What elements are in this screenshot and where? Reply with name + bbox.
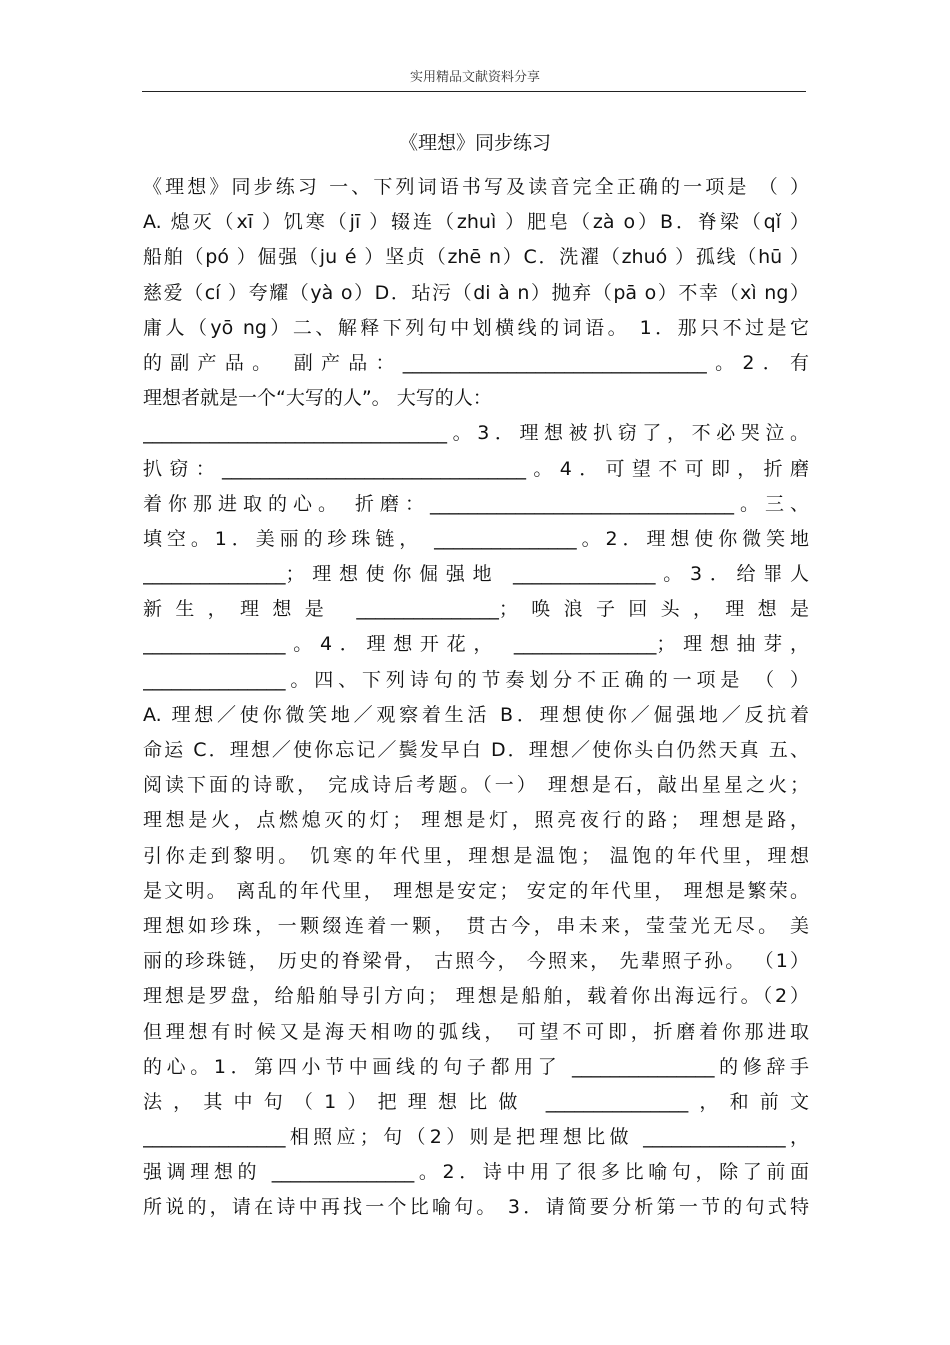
text-line: 庸人（yō ng）二、解释下列句中划横线的词语。 1．那只不过是它 (143, 316, 809, 339)
text-line: 理想是罗盘，给船舶导引方向； 理想是船舶，载着你出海远行。（2） (143, 985, 809, 1008)
text-line: _______________。4．理想开花， _______________；理想抽芽， (143, 633, 809, 656)
text-line: _______________；理想使你倔强地 _______________。3．给罪人 (143, 563, 809, 586)
text-line: 《理想》同步练习 一、下列词语书写及读音完全正确的一项是 （ ） (143, 176, 809, 198)
text-line: A. 理想／使你微笑地／观察着生活 B．理想使你／倔强地／反抗着 (143, 703, 809, 726)
text-line: 船舶（pó ）倔强（ju é ）坚贞（zhē n）C．洗濯（zhuó ）孤线（hū ） (143, 246, 809, 269)
text-line: _______________。四、下列诗句的节奏划分不正确的一项是 （ ） (143, 668, 809, 691)
text-line: 新生，理想是 _______________；唤浪子回头，理想是 (143, 598, 809, 621)
text-line: 所说的，请在诗中再找一个比喻句。 3．请简要分析第一节的句式特 (143, 1196, 809, 1219)
text-line: 强调理想的 _______________。2．诗中用了很多比喻句，除了前面 (143, 1161, 809, 1184)
text-line: 阅读下面的诗歌， 完成诗后考题。（一） 理想是石，敲出星星之火； (143, 774, 809, 797)
text-line: 扒窃：________________________________。4．可望不可即，折磨 (143, 457, 809, 480)
text-line: 的心。1．第四小节中画线的句子都用了 _______________的修辞手 (143, 1055, 809, 1078)
text-line: 理想是火，点燃熄灭的灯； 理想是灯，照亮夜行的路； 理想是路， (143, 809, 809, 832)
text-line: ________________________________。3．理想被扒窃了，不必哭泣。 (143, 422, 809, 445)
text-line: 理想如珍珠，一颗缀连着一颗， 贯古今，串未来，莹莹光无尽。 美 (143, 914, 809, 937)
text-line: _______________相照应；句（2）则是把理想比做 _______________， (143, 1126, 809, 1149)
text-line: 命运 C．理想／使你忘记／鬓发早白 D．理想／使你头白仍然天真 五、 (143, 739, 809, 761)
text-line: 法，其中句（1）把理想比做 _______________，和前文 (143, 1090, 809, 1113)
text-line: 填空。1．美丽的珍珠链， _______________。2．理想使你微笑地 (143, 527, 809, 550)
text-line: 引你走到黎明。 饥寒的年代里，理想是温饱； 温饱的年代里，理想 (143, 844, 809, 867)
document-title: 《理想》同步练习 (398, 132, 551, 154)
document-body (143, 170, 809, 1226)
text-line: A. 熄灭（xī ）饥寒（jī ）辍连（zhuì ）肥皂（zà o）B．脊梁（qǐ ） (143, 211, 809, 234)
text-line: 着你那进取的心。 折磨：________________________________。三、 (143, 492, 809, 515)
text-line: 是文明。 离乱的年代里， 理想是安定； 安定的年代里， 理想是繁荣。 (143, 879, 809, 902)
page-header: 实用精品文献资料分享 (409, 70, 540, 85)
text-line: 的副产品。 副产品：________________________________。2．有 (143, 351, 809, 374)
text-line: 理想者就是一个“大写的人”。 大写的人： (143, 387, 492, 410)
text-line: 丽的珍珠链， 历史的脊梁骨， 古照今， 今照来， 先辈照子孙。 （1） (143, 950, 809, 973)
text-line: 但理想有时候又是海天相吻的弧线， 可望不可即，折磨着你那进取 (143, 1020, 809, 1043)
header-divider (142, 91, 806, 92)
text-line: 慈爱（cí ）夸耀（yà o）D．玷污（di à n）抛弃（pā o）不幸（xì ng） (143, 281, 809, 304)
